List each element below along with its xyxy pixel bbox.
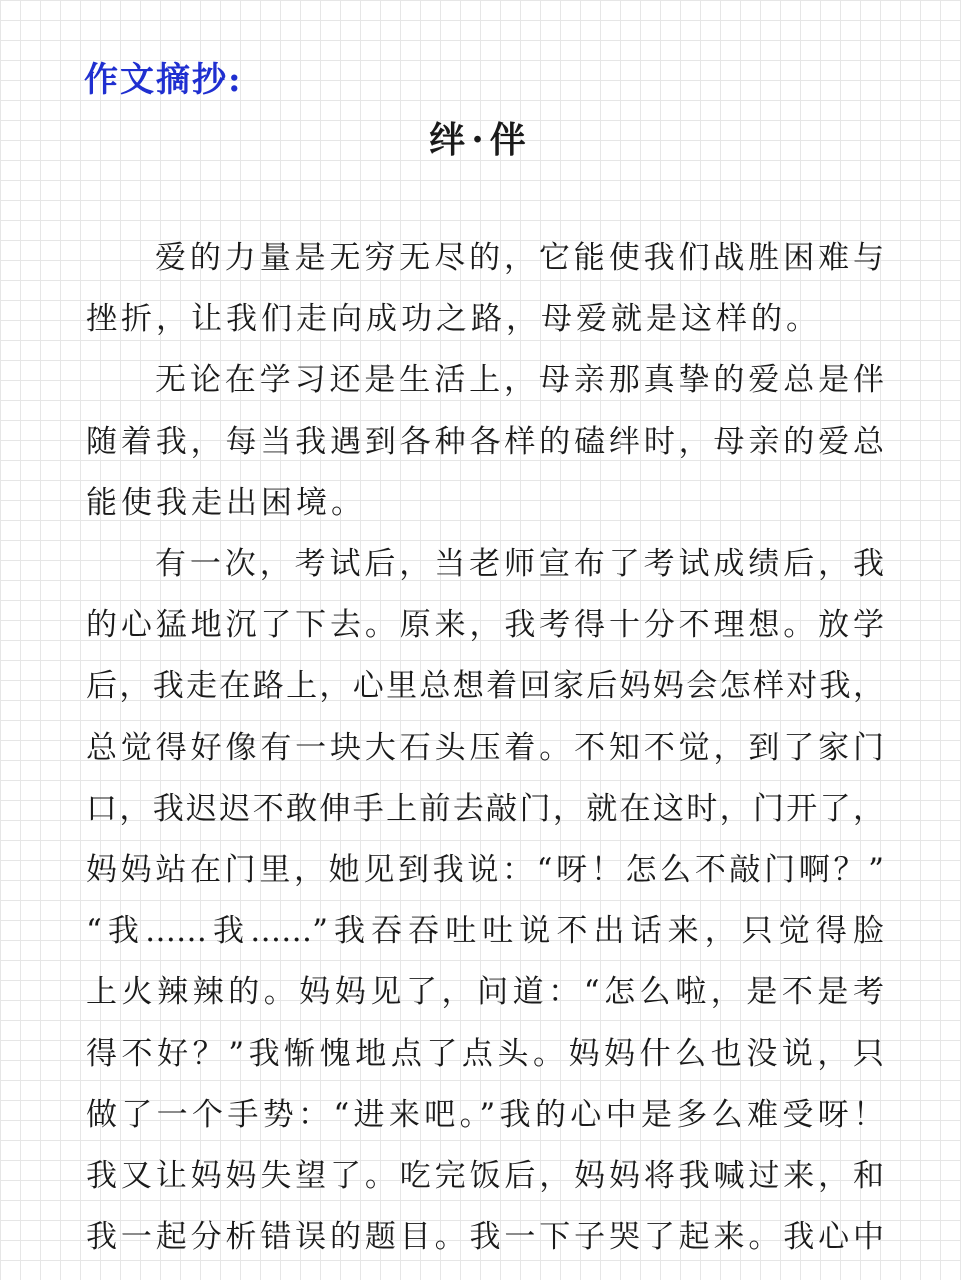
essay-line: 得不好？”我惭愧地点了点头。妈妈什么也没说，只 — [86, 1035, 884, 1072]
essay-line: 的心猛地沉了下去。原来，我考得十分不理想。放学 — [86, 607, 884, 644]
essay-line: 总觉得好像有一块大石头压着。不知不觉，到了家门 — [86, 729, 884, 766]
essay-line: 无论在学习还是生活上，母亲那真挚的爱总是伴 — [155, 362, 884, 399]
essay-line: 口，我迟迟不敢伸手上前去敲门，就在这时，门开了， — [86, 790, 884, 827]
essay-line: 爱的力量是无穷无尽的，它能使我们战胜困难与 — [155, 240, 884, 276]
essay-line: 随着我，每当我遇到各种各样的磕绊时，母亲的爱总 — [86, 423, 884, 460]
essay-line: 能使我走出困境。 — [86, 484, 366, 521]
essay-line: 上火辣辣的。妈妈见了，问道：“怎么啦，是不是考 — [86, 974, 884, 1011]
essay-line: 挫折，让我们走向成功之路，母爱就是这样的。 — [86, 301, 821, 338]
essay-line: 做了一个手势：“进来吧。”我的心中是多么难受呀！ — [86, 1096, 884, 1133]
essay-line: 有一次，考试后，当老师宣布了考试成绩后，我 — [155, 546, 884, 582]
essay-title: 绊·伴 — [429, 119, 532, 161]
essay-line: 我又让妈妈失望了。吃完饭后，妈妈将我喊过来，和 — [86, 1158, 884, 1194]
essay-line: “我……我……”我吞吞吐吐说不出话来，只觉得脸 — [86, 913, 884, 950]
section-heading: 作文摘抄: — [84, 60, 243, 100]
essay-line: 妈妈站在门里，她见到我说：“呀！怎么不敲门啊？” — [86, 852, 884, 888]
essay-line: 后，我走在路上，心里总想着回家后妈妈会怎样对我， — [86, 668, 884, 705]
essay-line: 我一起分析错误的题目。我一下子哭了起来。我心中 — [86, 1219, 884, 1256]
